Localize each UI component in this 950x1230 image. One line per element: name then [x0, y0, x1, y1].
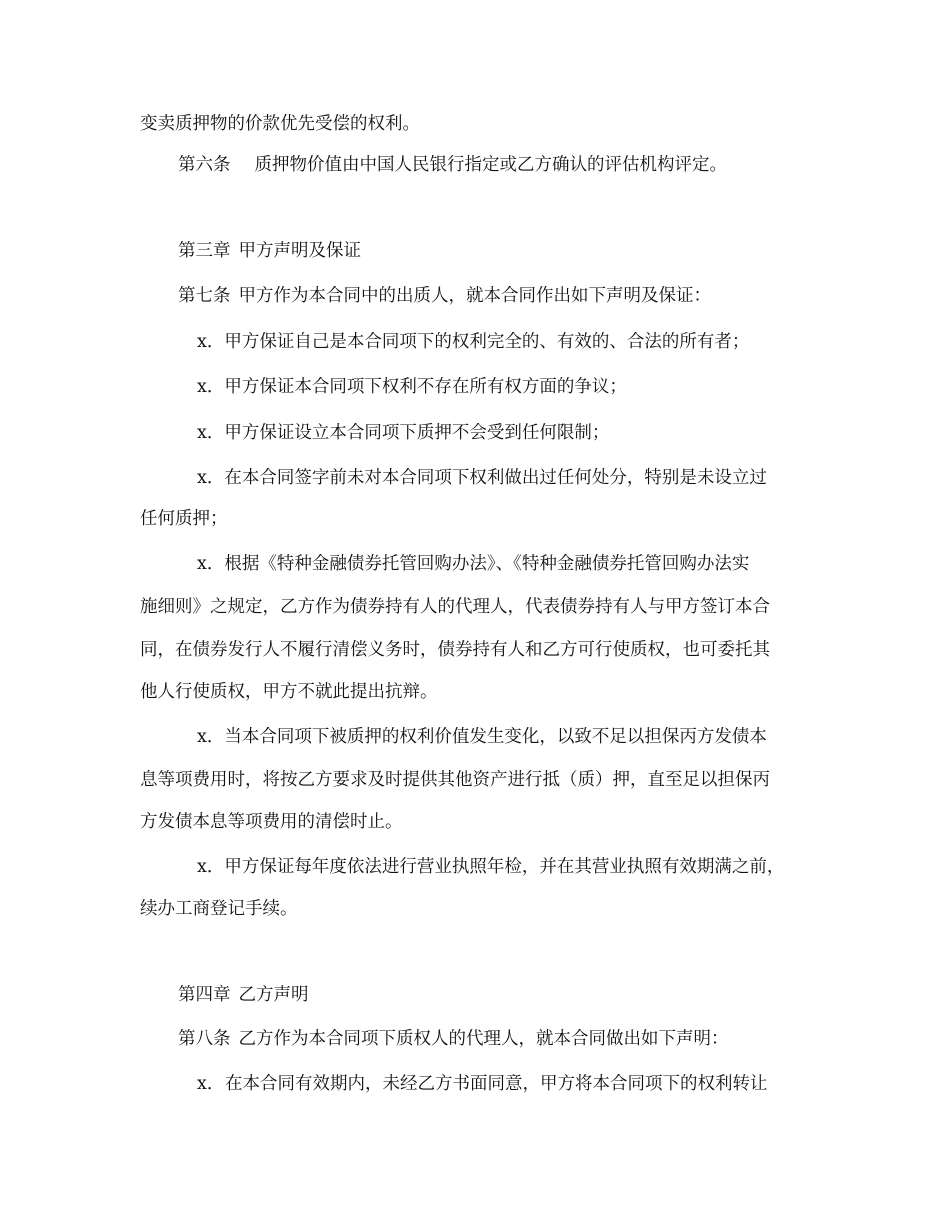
- article-7-item-6-cont-2: 方发债本息等项费用的清偿时止。: [140, 812, 403, 832]
- article-7-item-7: [197, 855, 820, 879]
- article-8-item-1: [197, 1072, 820, 1096]
- article-7-item-6-cont-1: 息等项费用时，将按乙方要求及时提供其他资产进行抵（质）押，直至足以担保丙: [140, 770, 770, 790]
- item-text: 在本合同有效期内，未经乙方书面同意，甲方将本合同项下的权利转让: [225, 1074, 768, 1094]
- article-7-item-7-cont: 续办工商登记手续。: [140, 899, 298, 919]
- article-7-item-3: [197, 421, 820, 445]
- item-text: 甲方保证设立本合同项下质押不会受到任何限制；: [224, 423, 610, 443]
- article-7-item-5-cont-2: 同，在债券发行人不履行清偿义务时，债券持有人和乙方可行使质权，也可委托其: [140, 640, 770, 660]
- chapter-4-label: 第四章: [178, 985, 231, 1005]
- chapter-3-label: 第三章: [178, 241, 231, 261]
- article-8: [178, 1027, 820, 1051]
- article-8-text: 乙方作为本合同项下质权人的代理人，就本合同做出如下声明：: [238, 1029, 729, 1049]
- article-7-item-1: [197, 330, 820, 354]
- article-6: [178, 153, 820, 177]
- article-7-item-5-cont-1: 施细则》之规定，乙方作为债券持有人的代理人，代表债券持有人与甲方签订本合: [140, 597, 770, 617]
- article-7-item-5-cont-3: 他人行使质权，甲方不就此提出抗辩。: [140, 682, 438, 702]
- article-7-label: 第七条: [178, 286, 231, 306]
- item-bullet: x．: [197, 423, 225, 443]
- article-7-item-4-cont: 任何质押；: [140, 509, 228, 529]
- article-7-item-5: [197, 552, 820, 576]
- continuation-text: 变卖质押物的价款优先受偿的权利。: [140, 114, 420, 134]
- article-6-label: 第六条: [178, 155, 231, 175]
- item-bullet: x．: [197, 554, 225, 574]
- article-8-label: 第八条: [178, 1029, 231, 1049]
- item-bullet: x．: [197, 332, 225, 352]
- item-text: 在本合同签字前未对本合同项下权利做出过任何处分，特别是未设立过: [224, 468, 767, 488]
- article-6-text: 质押物价值由中国人民银行指定或乙方确认的评估机构评定。: [254, 155, 727, 175]
- article-7-item-2: [197, 375, 820, 399]
- item-text: 甲方保证本合同项下权利不存在所有权方面的争议；: [224, 377, 627, 397]
- article-7-item-4: [197, 466, 820, 490]
- item-text: 当本合同项下被质押的权利价值发生变化，以致不足以担保丙方发债本: [224, 727, 767, 747]
- article-7: [178, 284, 820, 308]
- chapter-4-title: 乙方声明: [238, 985, 309, 1005]
- item-bullet: x．: [197, 1074, 225, 1094]
- item-bullet: x．: [197, 857, 225, 877]
- chapter-3-title: 甲方声明及保证: [238, 241, 361, 261]
- chapter-3-heading: [178, 239, 820, 263]
- article-7-item-6: [197, 725, 820, 749]
- chapter-4-heading: [178, 983, 820, 1007]
- item-text: 根据《特种金融债券托管回购办法》、《特种金融债券托管回购办法实: [224, 554, 750, 574]
- item-text: 甲方保证自己是本合同项下的权利完全的、有效的、合法的所有者；: [224, 332, 750, 352]
- item-bullet: x．: [197, 377, 225, 397]
- item-text: 甲方保证每年度依法进行营业执照年检，并在其营业执照有效期满之前，: [224, 857, 785, 877]
- article-7-text: 甲方作为本合同中的出质人，就本合同作出如下声明及保证：: [238, 286, 711, 306]
- item-bullet: x．: [197, 468, 225, 488]
- item-bullet: x．: [197, 727, 225, 747]
